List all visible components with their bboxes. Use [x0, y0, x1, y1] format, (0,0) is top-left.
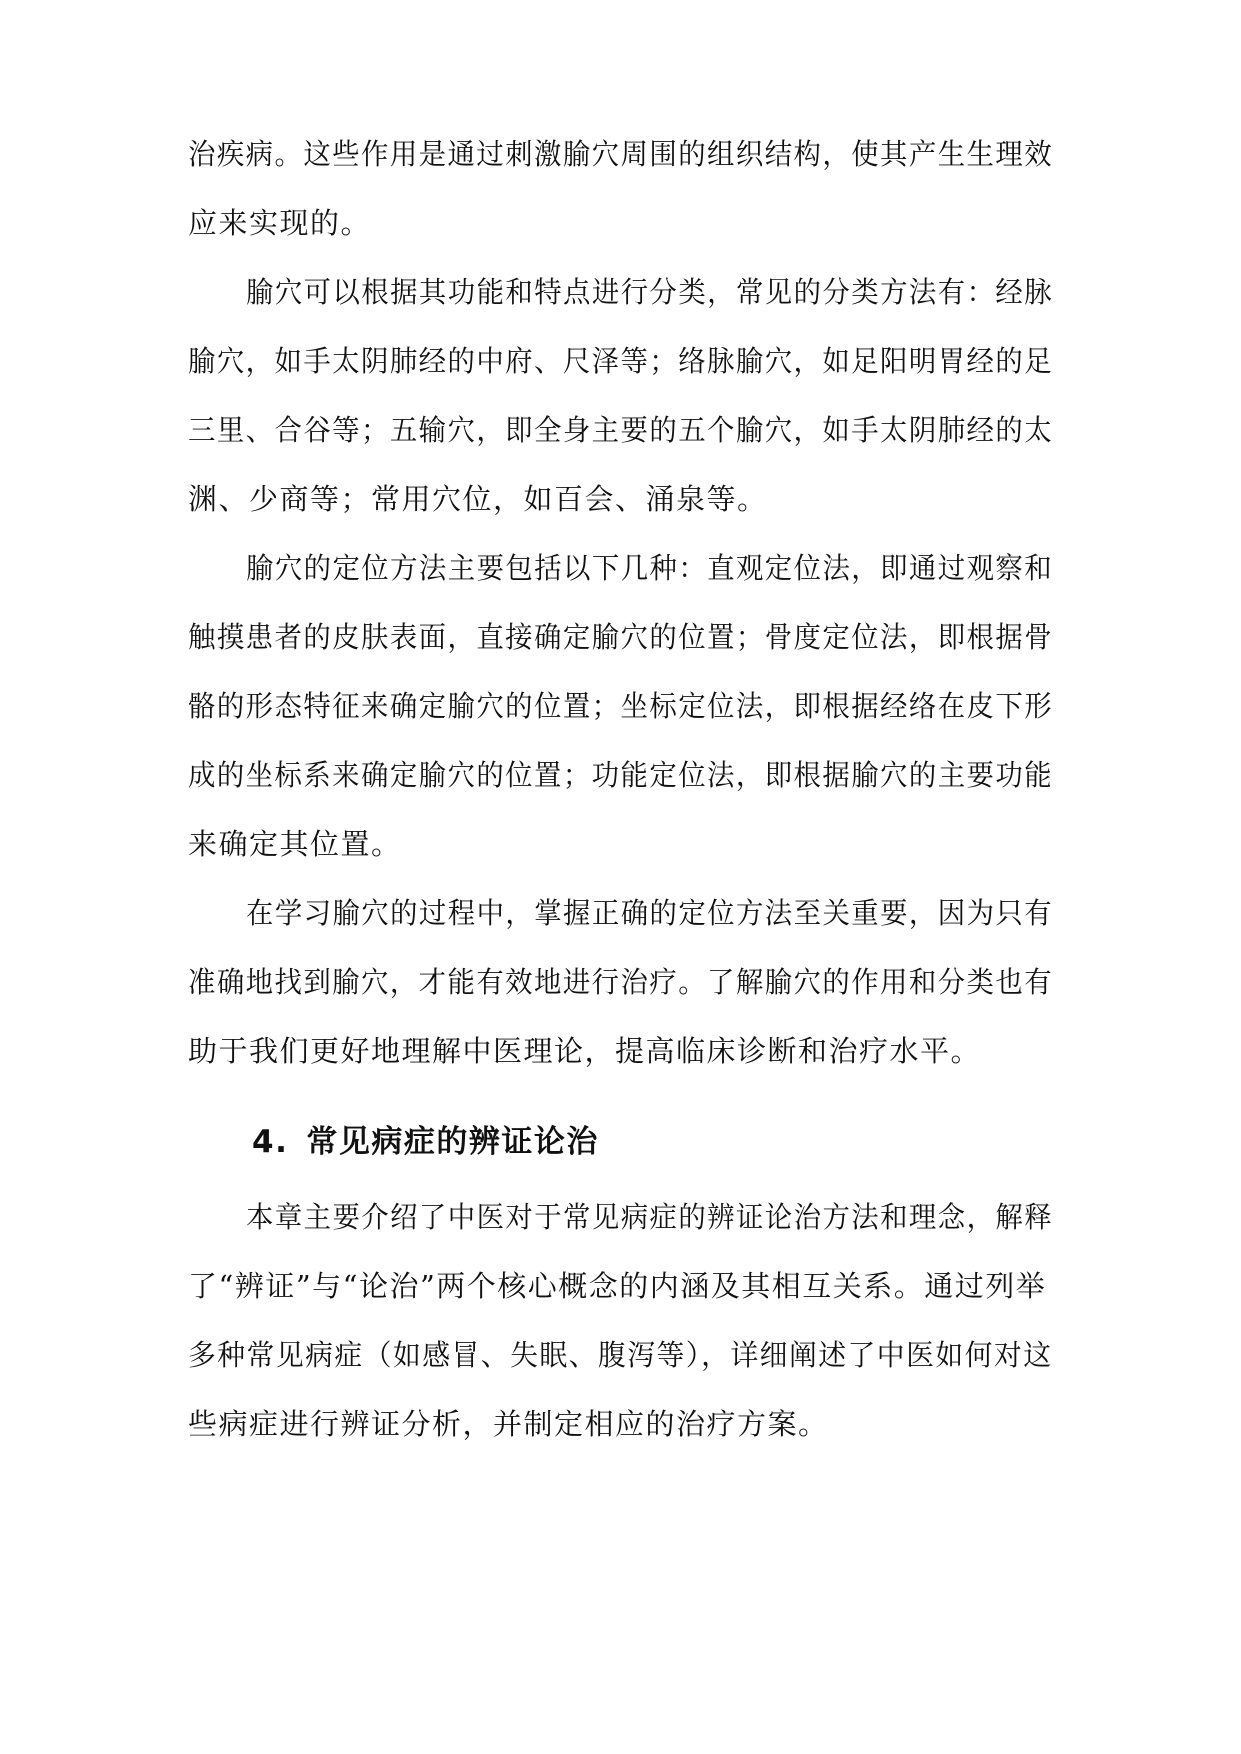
section-number: 4. [252, 1124, 289, 1160]
paragraph-line: 多种常见病症（如感冒、失眠、腹泻等），详细阐述了中医如何对这 [188, 1338, 1053, 1372]
paragraph-line: 助于我们更好地理解中医理论，提高临床诊断和治疗水平。 [188, 1034, 982, 1068]
paragraph-line: 触摸患者的皮肤表面，直接确定腧穴的位置；骨度定位法，即根据骨 [188, 620, 1054, 654]
section-heading [252, 1120, 599, 1164]
paragraph-line: 准确地找到腧穴，才能有效地进行治疗。了解腧穴的作用和分类也有 [188, 965, 1054, 999]
paragraph-line: 渊、少商等；常用穴位，如百会、涌泉等。 [188, 482, 768, 516]
paragraph-line: 腧穴的定位方法主要包括以下几种：直观定位法，即通过观察和 [246, 551, 1054, 585]
paragraph-line: 本章主要介绍了中医对于常见病症的辨证论治方法和理念，解释 [246, 1200, 1054, 1234]
paragraph-line: 治疾病。这些作用是通过刺激腧穴周围的组织结构，使其产生生理效 [188, 137, 1054, 171]
paragraph-line: 腧穴可以根据其功能和特点进行分类，常见的分类方法有：经脉 [246, 275, 1054, 309]
paragraph-line: 腧穴，如手太阴肺经的中府、尺泽等；络脉腧穴，如足阳明胃经的足 [188, 344, 1054, 378]
paragraph-line: 骼的形态特征来确定腧穴的位置；坐标定位法，即根据经络在皮下形 [188, 689, 1054, 723]
paragraph-line: 三里、合谷等；五输穴，即全身主要的五个腧穴，如手太阴肺经的太 [188, 413, 1054, 447]
paragraph-line: 了“辨证”与“论治”两个核心概念的内涵及其相互关系。通过列举 [188, 1269, 1047, 1303]
paragraph-line: 些病症进行辨证分析，并制定相应的治疗方案。 [188, 1407, 829, 1441]
paragraph-line: 在学习腧穴的过程中，掌握正确的定位方法至关重要，因为只有 [246, 896, 1054, 930]
section-title: 常见病症的辨证论治 [306, 1124, 599, 1160]
paragraph-line: 成的坐标系来确定腧穴的位置；功能定位法，即根据腧穴的主要功能 [188, 758, 1054, 792]
paragraph-line: 应来实现的。 [188, 206, 372, 240]
paragraph-line: 来确定其位置。 [188, 827, 402, 861]
